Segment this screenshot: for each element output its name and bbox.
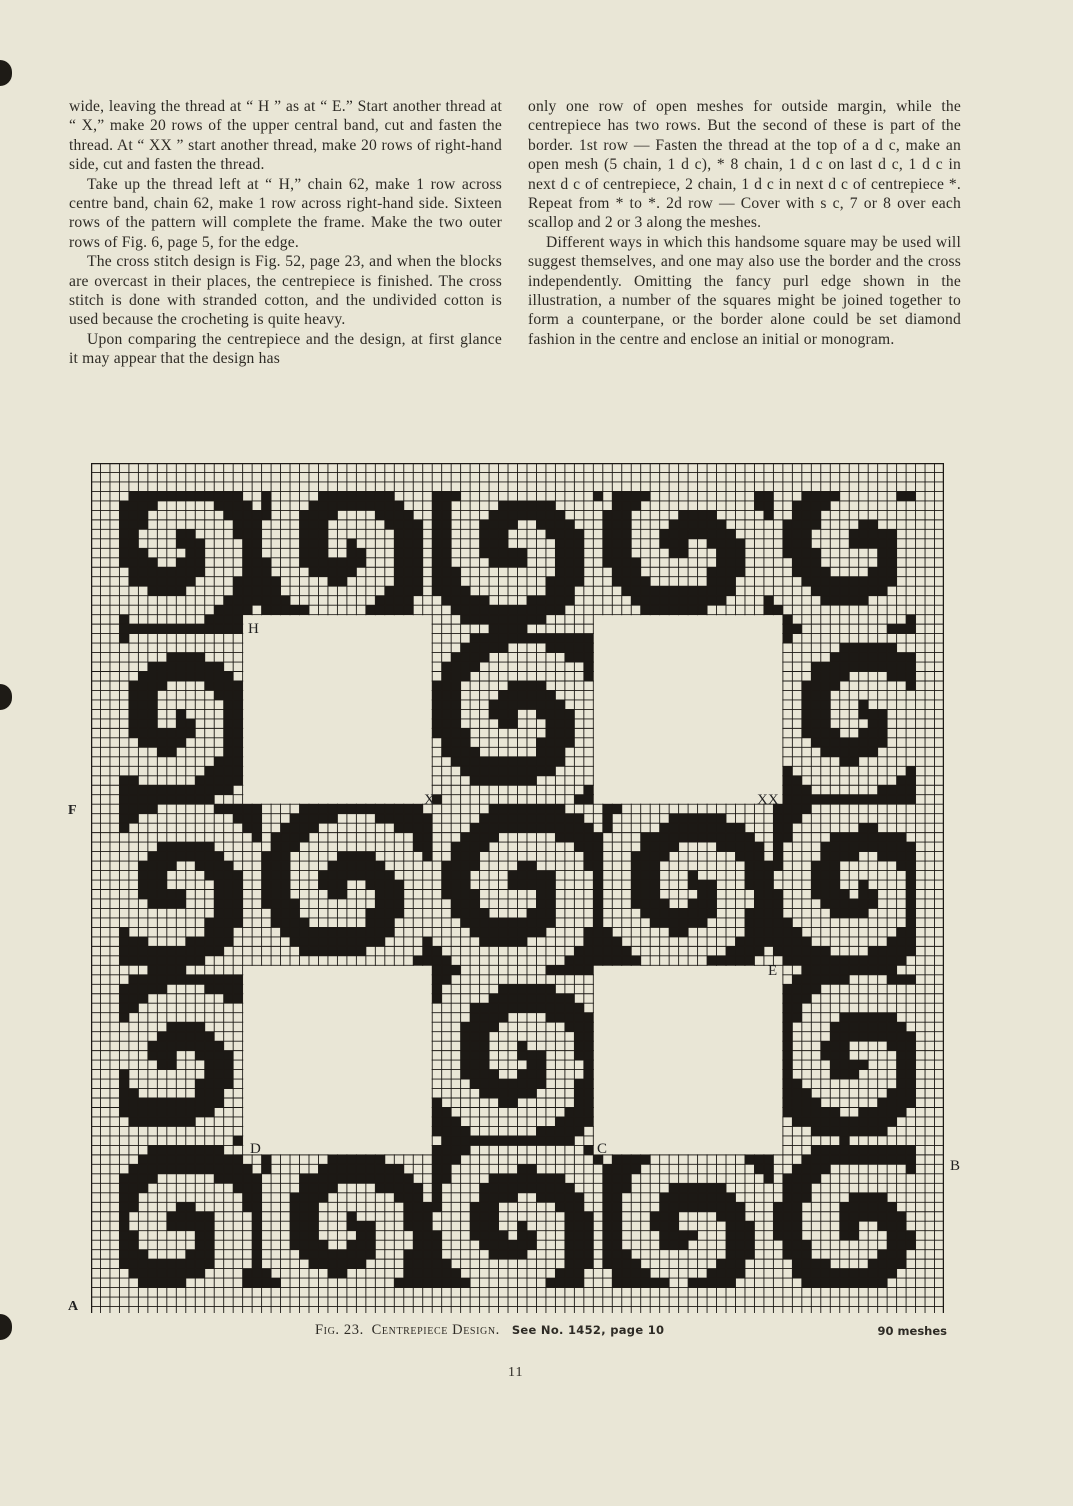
open-block [243,615,431,803]
mesh-count: 90 meshes [877,1324,947,1338]
left-text-column [69,97,502,369]
figure-reference: See No. 1452, page 10 [511,1323,665,1337]
chart-label-xx: XX [757,792,779,808]
figure-caption [315,1322,664,1339]
binding-mark [0,684,12,710]
binding-mark [0,60,12,86]
chart-label-e: E [768,963,778,979]
figure-title: Centrepiece Design. [371,1322,500,1338]
chart-label-c: C [597,1141,608,1157]
chart-label-f: F [68,803,77,818]
paragraph: wide, leaving the thread at “ H ” as at “ E.” Start another thread at “ X,” make 20 rows of the upper central band, cut and fasten the thread. At “ XX ” start another thread, make 20 rows of right-hand side, cut and fasten the thread. [69,98,502,174]
open-block [594,615,782,803]
mesh-grid [91,463,944,1313]
open-block [243,966,431,1154]
paragraph: Different ways in which this handsome square may be used will suggest themselves, and one may also use the border and the cross independently. Omitting the fancy purl edge shown in the illustration, a number of the squares might be joined together to form a counterpane, or the border alone could be set diamond fashion in the centre and enclose an initial or monogram. [528,233,961,348]
chart-label-b: B [950,1158,961,1174]
paragraph: Upon comparing the centrepiece and the design, at first glance it may appear that the design has [69,330,502,368]
right-text-column [528,97,961,349]
page-number: 11 [508,1365,524,1380]
chart-label-x: X [424,792,435,808]
figure-number: Fig. 23. [315,1322,364,1338]
open-block [594,966,782,1154]
paragraph: The cross stitch design is Fig. 52, page 23, and when the blocks are overcast in their places, the centrepiece is finished. The cross stitch is done with stranded cotton, and the undivided cotton is used because the crocheting is quite heavy. [69,253,502,329]
chart-label-d: D [250,1141,261,1157]
paragraph: Take up the thread left at “ H,” chain 62, make 1 row across centre band, chain 62, make 1 row across right-hand side. Sixteen rows of the pattern will complete the frame. Make the two outer rows of Fig. 6, page 5, for the edge. [69,175,502,251]
binding-mark [0,1314,12,1340]
chart-label-h: H [248,621,259,637]
filet-crochet-chart [91,463,944,1313]
chart-label-a: A [68,1299,79,1314]
paragraph: only one row of open meshes for outside margin, while the centrepiece has two rows. But the second of these is part of the border. 1st row — Fasten the thread at the top of a d c, make an open mesh (5 chain, 1 d c), * 8 chain, 1 d c on last d c, 1 d c in next d c of centrepiece, 2 chain, 1 d c in next d c of centrepiece *. Repeat from * to *. 2d row — Cover with s c, 7 or 8 over each scallop and 2 or 3 along the meshes. [528,98,961,232]
